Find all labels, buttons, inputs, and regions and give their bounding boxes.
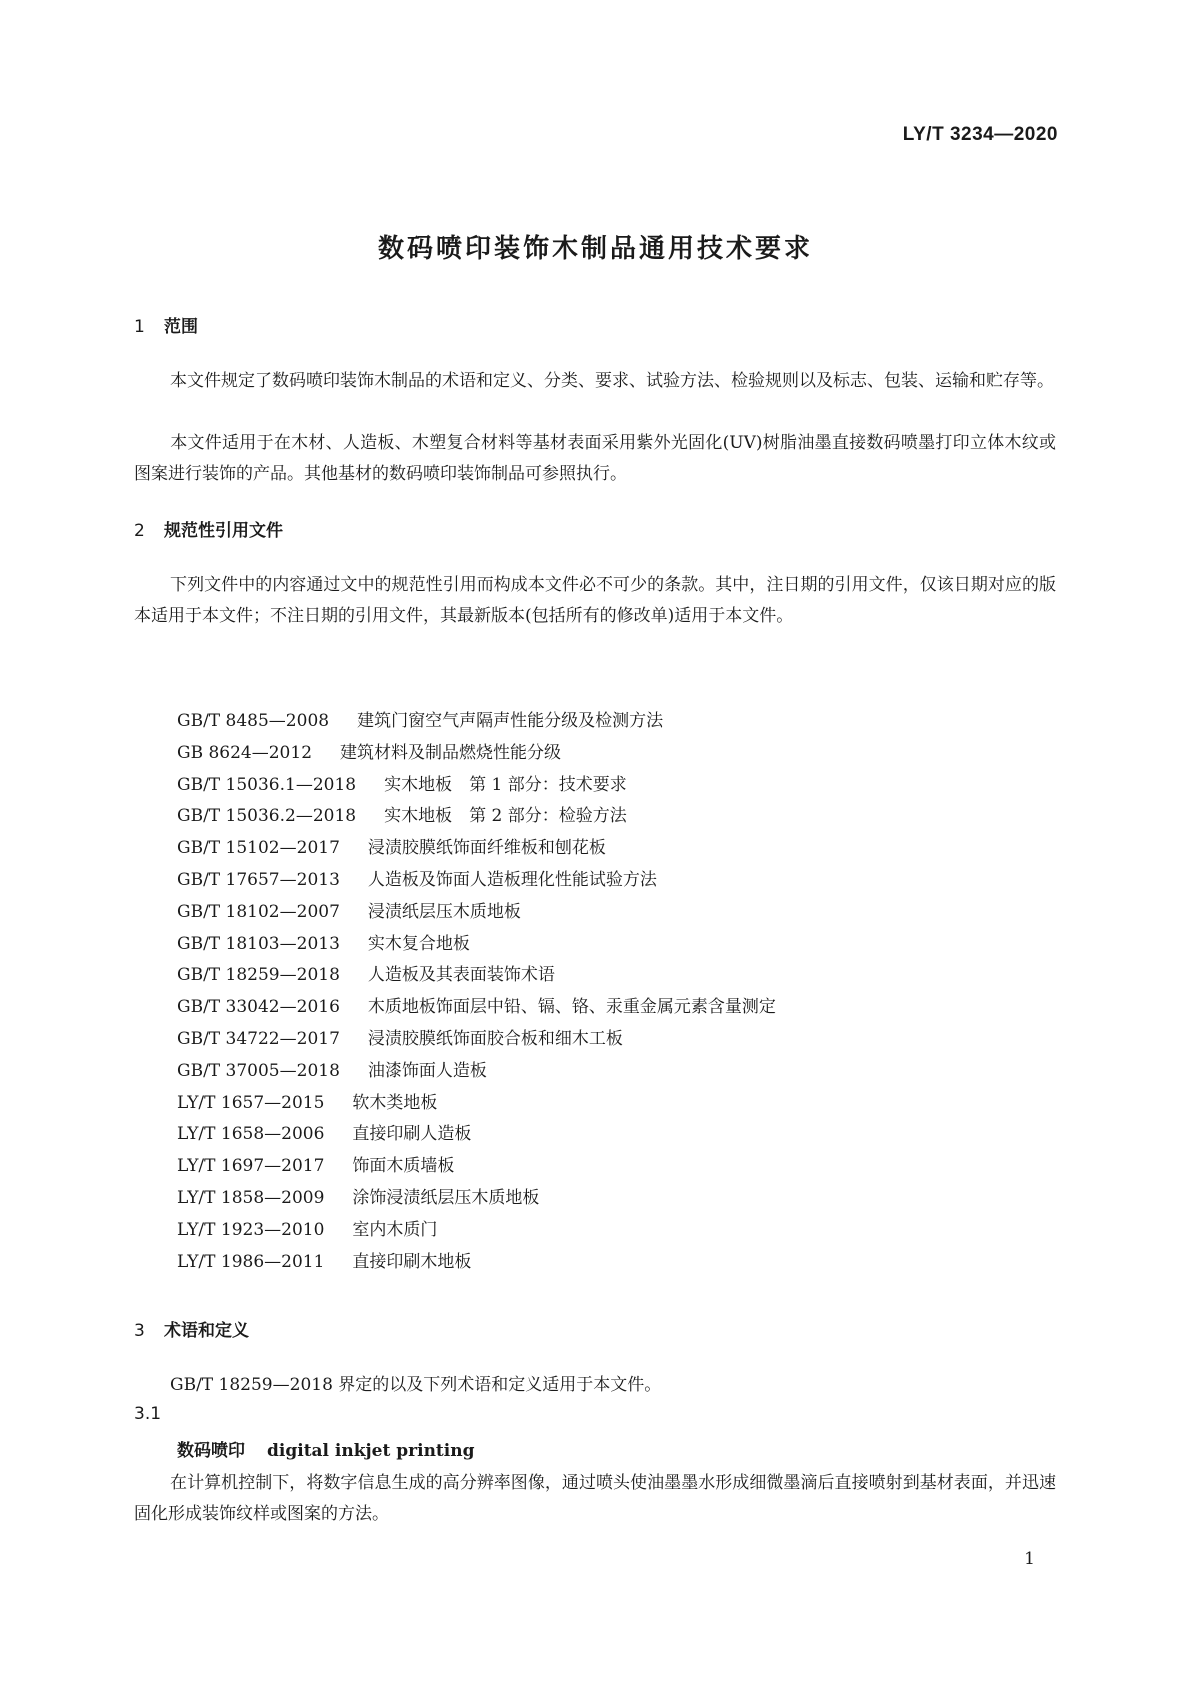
- reference-title: 实木复合地板: [367, 933, 470, 954]
- reference-item: [177, 706, 776, 738]
- section-title: 术语和定义: [164, 1321, 249, 1341]
- reference-item: [177, 1119, 776, 1151]
- term-definition-text: 在计算机控制下，将数字信息生成的高分辨率图像，通过喷头使油墨墨水形成细微墨滴后直接喷射到基材表面，并迅速固化形成装饰纹样或图案的方法。: [134, 1473, 1056, 1524]
- reference-list: [177, 706, 776, 1278]
- section-number: 1: [134, 317, 145, 337]
- reference-item: [177, 1024, 776, 1056]
- reference-item: [177, 960, 776, 992]
- section-heading-terms-definitions: [134, 1316, 249, 1341]
- reference-title: 软木类地板: [352, 1092, 438, 1113]
- reference-code: GB/T 8485—2008: [177, 711, 330, 731]
- document-title: 数码喷印装饰木制品通用技术要求: [377, 234, 813, 264]
- reference-code: LY/T 1986—2011: [177, 1251, 325, 1272]
- section-number: 3: [134, 1321, 145, 1341]
- reference-title: 直接印刷木地板: [352, 1251, 472, 1272]
- reference-title: 建筑门窗空气声隔声性能分级及检测方法: [357, 711, 664, 731]
- reference-code: LY/T 1658—2006: [177, 1124, 325, 1145]
- reference-title: 浸渍胶膜纸饰面胶合板和细木工板: [367, 1028, 623, 1049]
- reference-code: LY/T 1858—2009: [177, 1187, 325, 1208]
- reference-item: [177, 897, 776, 929]
- section-heading-normative-references: [134, 516, 283, 541]
- reference-item: [177, 992, 776, 1024]
- reference-code: GB/T 18103—2013: [177, 933, 340, 954]
- reference-code: LY/T 1657—2015: [177, 1092, 325, 1113]
- term-name-en: digital inkjet printing: [267, 1441, 475, 1461]
- reference-title: 直接印刷人造板: [352, 1124, 472, 1145]
- reference-item: [177, 1151, 776, 1183]
- reference-title: 木质地板饰面层中铅、镉、铬、汞重金属元素含量测定: [367, 997, 776, 1018]
- reference-code: GB/T 15102—2017: [177, 838, 340, 859]
- term-name: [177, 1436, 475, 1461]
- reference-item: [177, 738, 776, 770]
- section-heading-scope: [134, 312, 198, 337]
- reference-code: GB/T 17657—2013: [177, 869, 340, 890]
- reference-title: 室内木质门: [352, 1219, 438, 1240]
- reference-code: GB/T 15036.1—2018: [177, 774, 357, 795]
- reference-code: GB/T 18259—2018: [177, 965, 340, 986]
- reference-title: 涂饰浸渍纸层压木质地板: [352, 1187, 540, 1208]
- reference-code: LY/T 1697—2017: [177, 1156, 325, 1177]
- reference-code: GB/T 34722—2017: [177, 1028, 340, 1049]
- reference-code: GB/T 37005—2018: [177, 1060, 340, 1081]
- reference-item: [177, 929, 776, 961]
- reference-title: 实木地板 第 1 部分：技术要求: [384, 774, 627, 795]
- paragraph: [134, 428, 1056, 490]
- paragraph: [134, 366, 1056, 397]
- reference-item: [177, 865, 776, 897]
- reference-title: 饰面木质墙板: [352, 1156, 455, 1177]
- reference-item: [177, 1183, 776, 1215]
- reference-code: LY/T 1923—2010: [177, 1219, 325, 1240]
- reference-item: [177, 1088, 776, 1120]
- term-number: 3.1: [134, 1404, 162, 1424]
- reference-code: GB/T 33042—2016: [177, 997, 340, 1018]
- paragraph: [134, 570, 1056, 632]
- reference-code: GB/T 15036.2—2018: [177, 806, 357, 827]
- reference-item: [177, 1056, 776, 1088]
- reference-code: GB/T 18102—2007: [177, 901, 340, 922]
- reference-item: [177, 770, 776, 802]
- reference-title: 人造板及饰面人造板理化性能试验方法: [367, 869, 657, 890]
- reference-title: 浸渍纸层压木质地板: [367, 901, 521, 922]
- reference-item: [177, 801, 776, 833]
- term-name-zh: 数码喷印: [177, 1441, 245, 1461]
- term-definition: [134, 1468, 1056, 1530]
- paragraph-text: GB/T 18259—2018 界定的以及下列术语和定义适用于本文件。: [170, 1375, 662, 1395]
- reference-title: 浸渍胶膜纸饰面纤维板和刨花板: [367, 838, 606, 859]
- paragraph-text: 本文件规定了数码喷印装饰木制品的术语和定义、分类、要求、试验方法、检验规则以及标志、包装、运输和贮存等。: [170, 371, 1054, 391]
- reference-item: [177, 1215, 776, 1247]
- section-title: 规范性引用文件: [164, 521, 283, 541]
- reference-item: [177, 1247, 776, 1279]
- section-number: 2: [134, 521, 145, 541]
- paragraph-text: 本文件适用于在木材、人造板、木塑复合材料等基材表面采用紫外光固化(UV)树脂油墨直接数码喷墨打印立体木纹或图案进行装饰的产品。其他基材的数码喷印装饰制品可参照执行。: [134, 433, 1056, 484]
- reference-title: 人造板及其表面装饰术语: [367, 965, 555, 986]
- paragraph-text: 下列文件中的内容通过文中的规范性引用而构成本文件必不可少的条款。其中，注日期的引用文件，仅该日期对应的版本适用于本文件；不注日期的引用文件，其最新版本(包括所有的修改单)适用于本文件。: [134, 575, 1056, 626]
- reference-title: 建筑材料及制品燃烧性能分级: [340, 742, 562, 763]
- paragraph: [134, 1370, 1056, 1401]
- reference-title: 实木地板 第 2 部分：检验方法: [384, 806, 627, 827]
- reference-item: [177, 833, 776, 865]
- section-title: 范围: [164, 317, 198, 337]
- standard-code: LY/T 3234—2020: [902, 124, 1058, 145]
- reference-title: 油漆饰面人造板: [367, 1060, 487, 1081]
- page-number: 1: [1024, 1549, 1035, 1569]
- reference-code: GB 8624—2012: [177, 742, 313, 763]
